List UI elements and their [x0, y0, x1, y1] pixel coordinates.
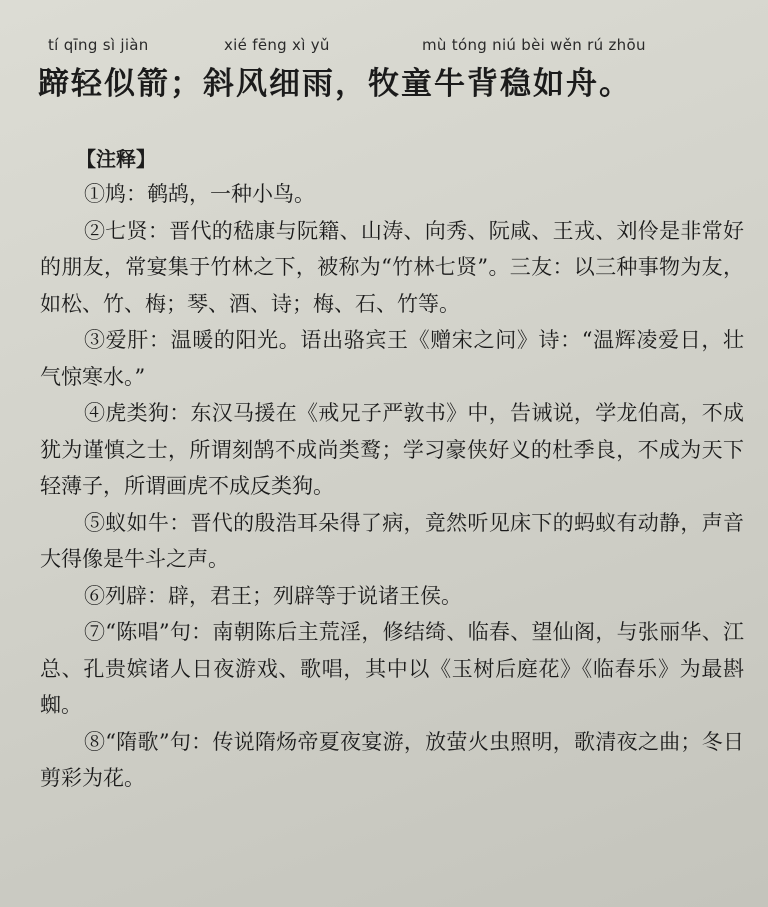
note-7: ⑦“陈唱”句：南朝陈后主荒淫，修结绮、临春、望仙阁，与张丽华、江总、孔贵嫔诸人日夜游戏、歌唱，其中以《玉树后庭花》《临春乐》为最斟蜘。	[40, 620, 744, 717]
notes-list	[40, 176, 744, 797]
note-4: ④虎类狗：东汉马援在《戒兄子严敦书》中，告诫说，学龙伯高，不成犹为谨慎之士，所谓刻鹄不成尚类鹜；学习豪侠好义的杜季良，不成为天下轻薄子，所谓画虎不成反类狗。	[40, 401, 744, 498]
pinyin-group-1: tí qīng sì jiàn	[48, 36, 149, 54]
pinyin-group-3: mù tóng niú bèi wěn rú zhōu	[422, 36, 646, 54]
note-3: ③爱肝：温暖的阳光。语出骆宾王《赠宋之问》诗：“温辉凌爱日，壮气惊寒水。”	[40, 328, 744, 389]
verse-line: 蹄轻似箭；斜风细雨，牧童牛背稳如舟。	[38, 66, 632, 102]
note-1: ①鸠：鹌鸪，一种小鸟。	[84, 182, 315, 206]
note-8: ⑧“隋歌”句：传说隋炀帝夏夜宴游，放萤火虫照明，歌清夜之曲；冬日剪彩为花。	[40, 729, 744, 790]
note-6: ⑥列辟：辟，君王；列辟等于说诸王侯。	[84, 583, 462, 608]
note-5: ⑤蚁如牛：晋代的殷浩耳朵得了病，竟然听见床下的蚂蚁有动静，声音大得像是牛斗之声。	[40, 510, 744, 571]
note-2: ②七贤：晋代的嵇康与阮籍、山涛、向秀、阮咸、王戎、刘伶是非常好的朋友，常宴集于竹林之下，被称为“竹林七贤”。三友：以三种事物为友，如松、竹、梅；琴、酒、诗；梅、石、竹等。	[40, 218, 744, 316]
notes-heading: 【注释】	[76, 147, 156, 171]
pinyin-group-2: xié fēng xì yǔ	[224, 36, 330, 54]
